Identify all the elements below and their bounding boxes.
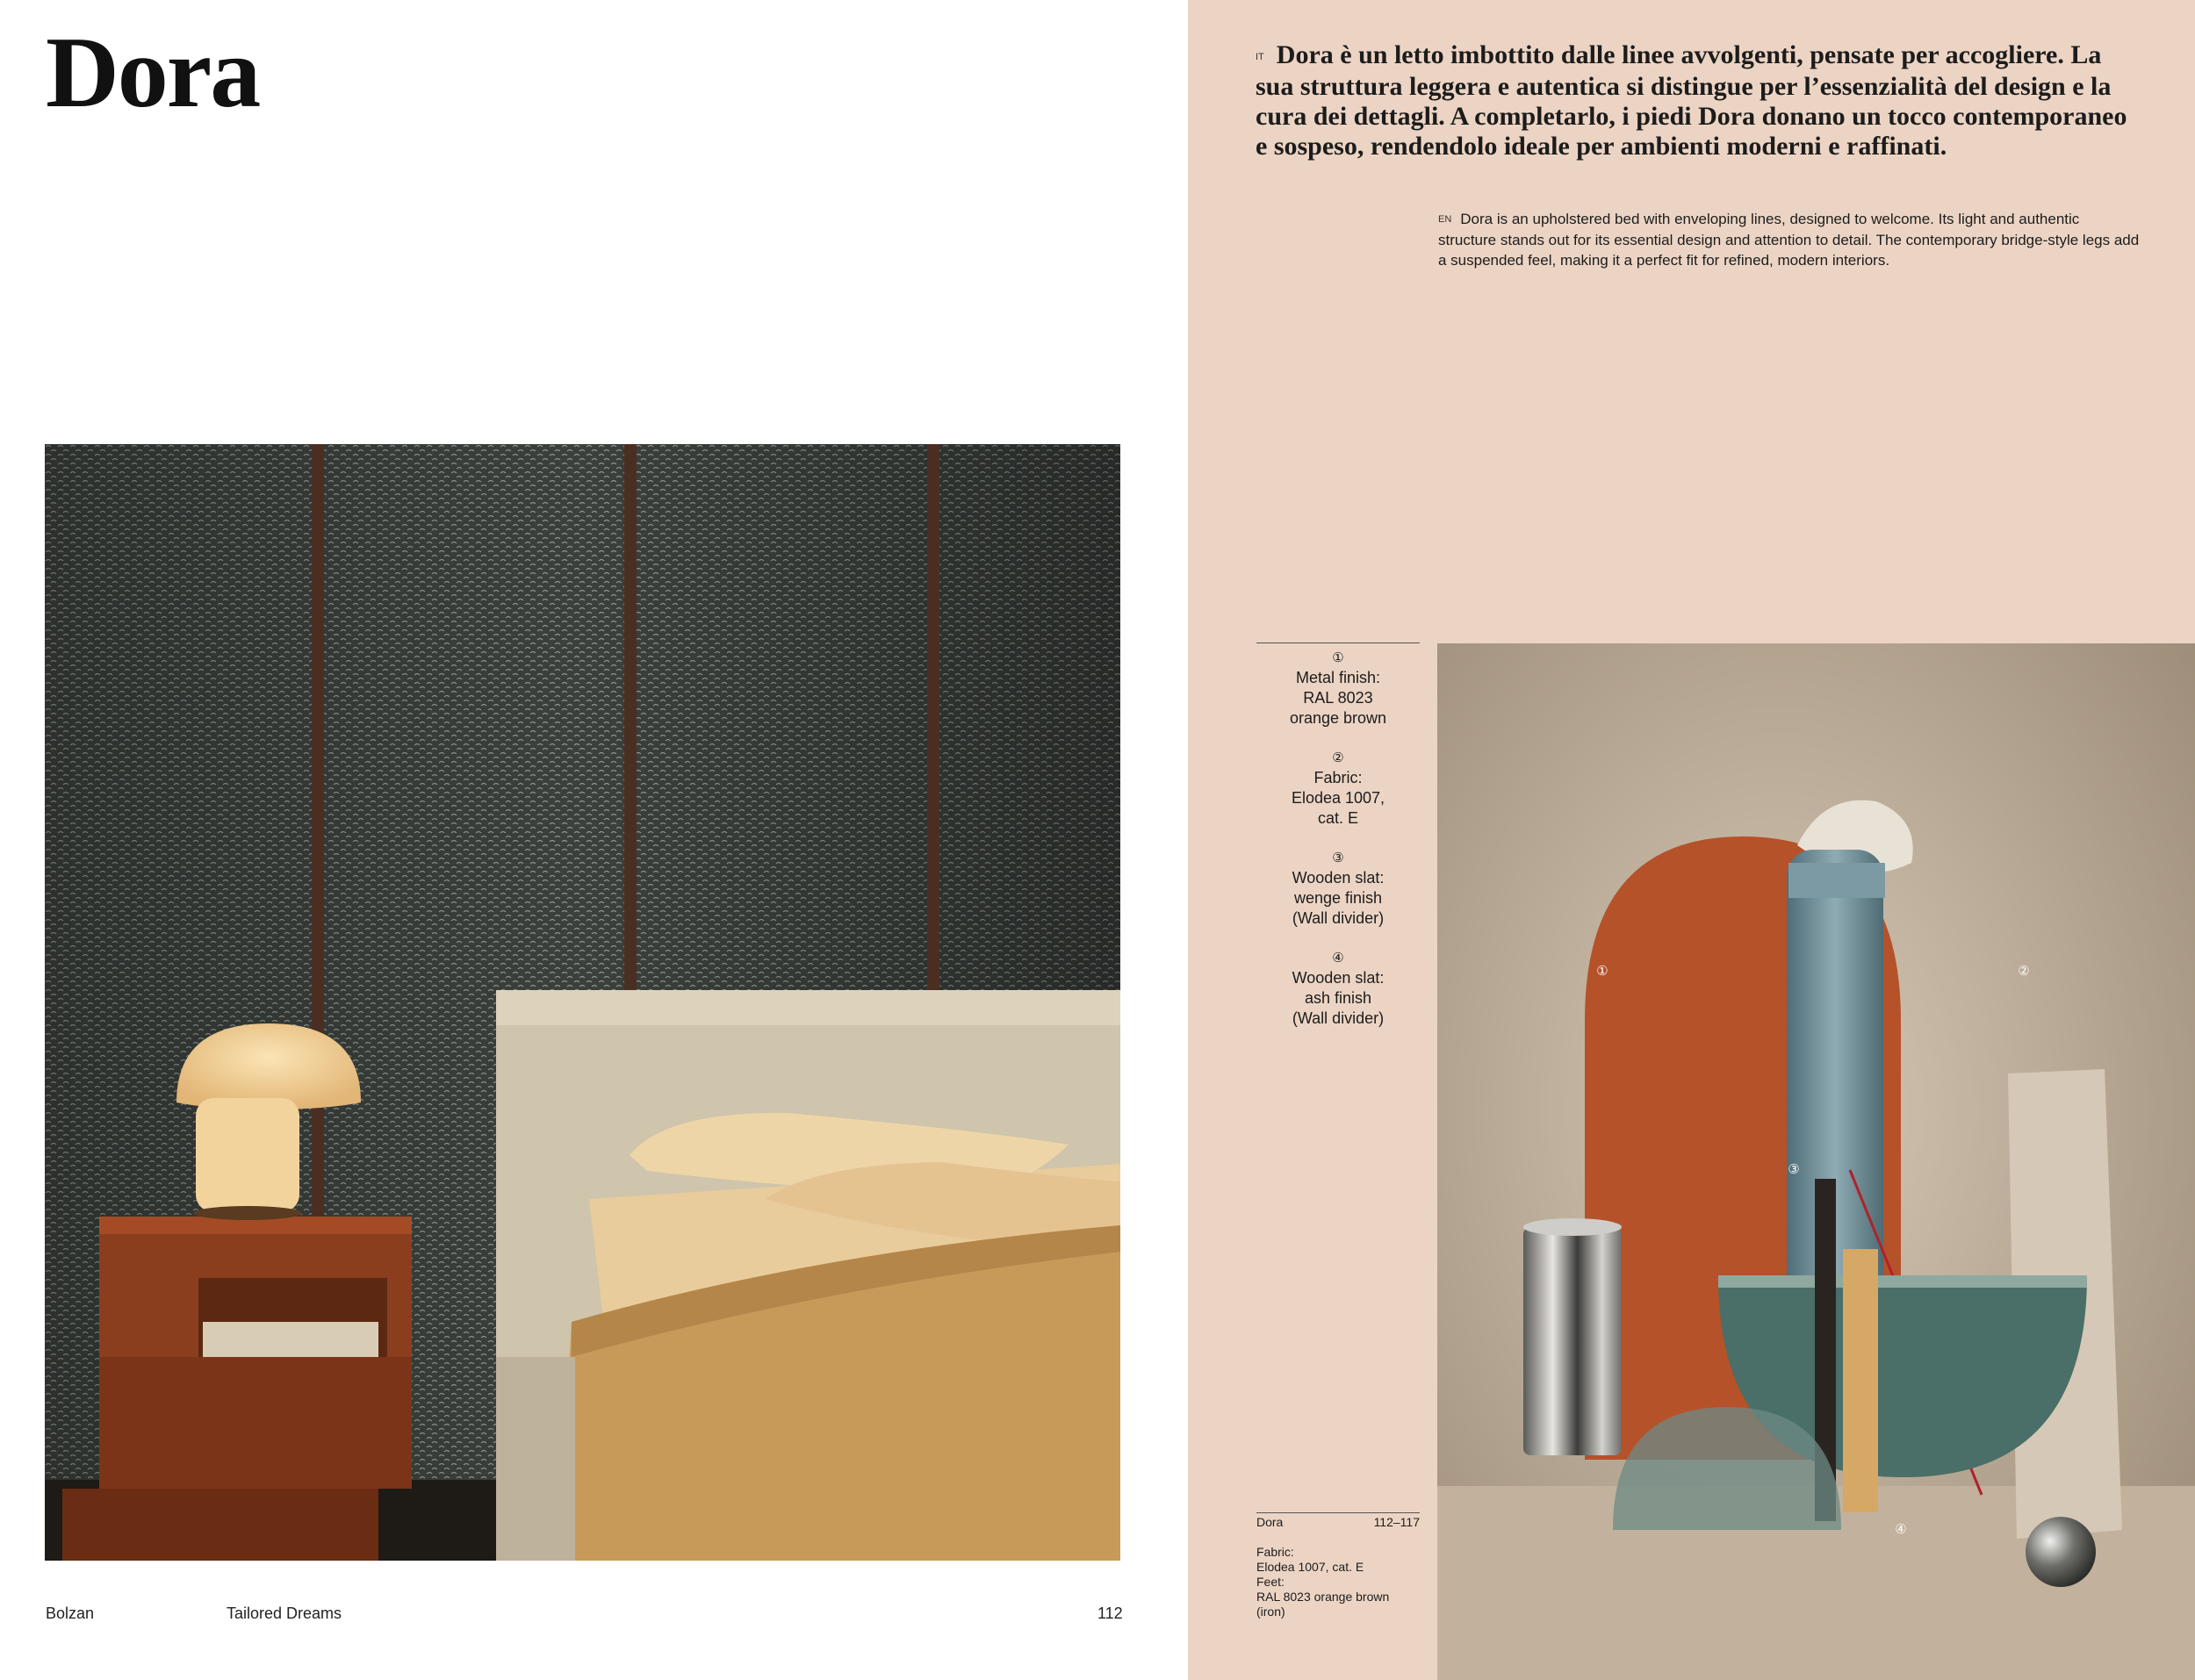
- spec-number: ④: [1332, 951, 1344, 966]
- spec-value: RAL 8023: [1303, 689, 1373, 707]
- spec-list: [1256, 648, 1420, 1048]
- spec-label: Wooden slat:: [1292, 969, 1385, 987]
- marker-3: ③: [1788, 1162, 1800, 1177]
- caption-name: Dora: [1256, 1515, 1284, 1529]
- footer-brand: Bolzan: [46, 1605, 95, 1622]
- caption-header: [1256, 1515, 1420, 1529]
- still-life-illustration: [1437, 643, 2195, 1680]
- spec-item: [1256, 848, 1420, 929]
- spec-number: ②: [1332, 750, 1344, 765]
- spec-item: [1256, 748, 1420, 829]
- materials-still-life-photo: [1437, 643, 2195, 1680]
- spec-label: Fabric:: [1313, 769, 1363, 786]
- spec-label: Wooden slat:: [1292, 869, 1385, 887]
- caption-page-range: 112–117: [1373, 1515, 1420, 1529]
- spec-value: cat. E: [1317, 809, 1359, 827]
- caption-line: Fabric:: [1256, 1545, 1294, 1559]
- spec-item: [1256, 948, 1420, 1029]
- italian-description: [1256, 40, 2134, 162]
- english-description: [1438, 209, 2141, 270]
- spec-value: wenge finish: [1293, 889, 1383, 907]
- spec-number: ③: [1332, 851, 1344, 865]
- spec-value: orange brown: [1289, 709, 1387, 727]
- bedroom-photo: [45, 444, 1120, 1561]
- spec-label: Metal finish:: [1295, 669, 1381, 686]
- bedroom-illustration: [45, 444, 1120, 1561]
- caption-divider: [1256, 1512, 1420, 1513]
- italian-text: Dora è un letto imbottito dalle linee avvolgenti, pensate per accogliere. La sua struttura leggera e autentica si distingue per l’essenzialità del design e la cura dei dettagli. A completarlo, i piedi Dora donano un tocco contemporaneo e sospeso, rendendolo ideale per ambienti moderni e raffinati.: [1256, 40, 2127, 162]
- page-title: Dora: [46, 17, 260, 129]
- spec-value: (Wall divider): [1292, 1009, 1385, 1027]
- spec-item: [1256, 648, 1420, 729]
- spec-value: Elodea 1007,: [1291, 789, 1385, 807]
- marker-4: ④: [1895, 1522, 1907, 1537]
- spec-number: ①: [1332, 650, 1344, 665]
- caption-line: Feet:: [1256, 1575, 1285, 1589]
- right-page: [1188, 0, 2195, 1680]
- marker-2: ②: [2018, 964, 2030, 979]
- caption-line: RAL 8023 orange brown: [1256, 1590, 1390, 1604]
- spec-value: ash finish: [1304, 989, 1372, 1007]
- english-text: Dora is an upholstered bed with enveloping lines, designed to welcome. Its light and authentic structure stands out for its essential design and attention to detail. The contemporary bridge-style legs add a suspended feel, making it a perfect fit for refined, modern interiors.: [1438, 211, 2140, 269]
- caption-details: [1256, 1545, 1420, 1619]
- marker-1: ①: [1596, 964, 1608, 979]
- en-language-tag: EN: [1438, 214, 1452, 226]
- it-language-tag: IT: [1256, 52, 1264, 63]
- page-number: 112: [1098, 1605, 1123, 1622]
- spec-value: (Wall divider): [1292, 909, 1385, 927]
- caption-line: (iron): [1256, 1605, 1285, 1619]
- footer-collection: Tailored Dreams: [227, 1605, 342, 1622]
- caption-line: Elodea 1007, cat. E: [1256, 1560, 1364, 1574]
